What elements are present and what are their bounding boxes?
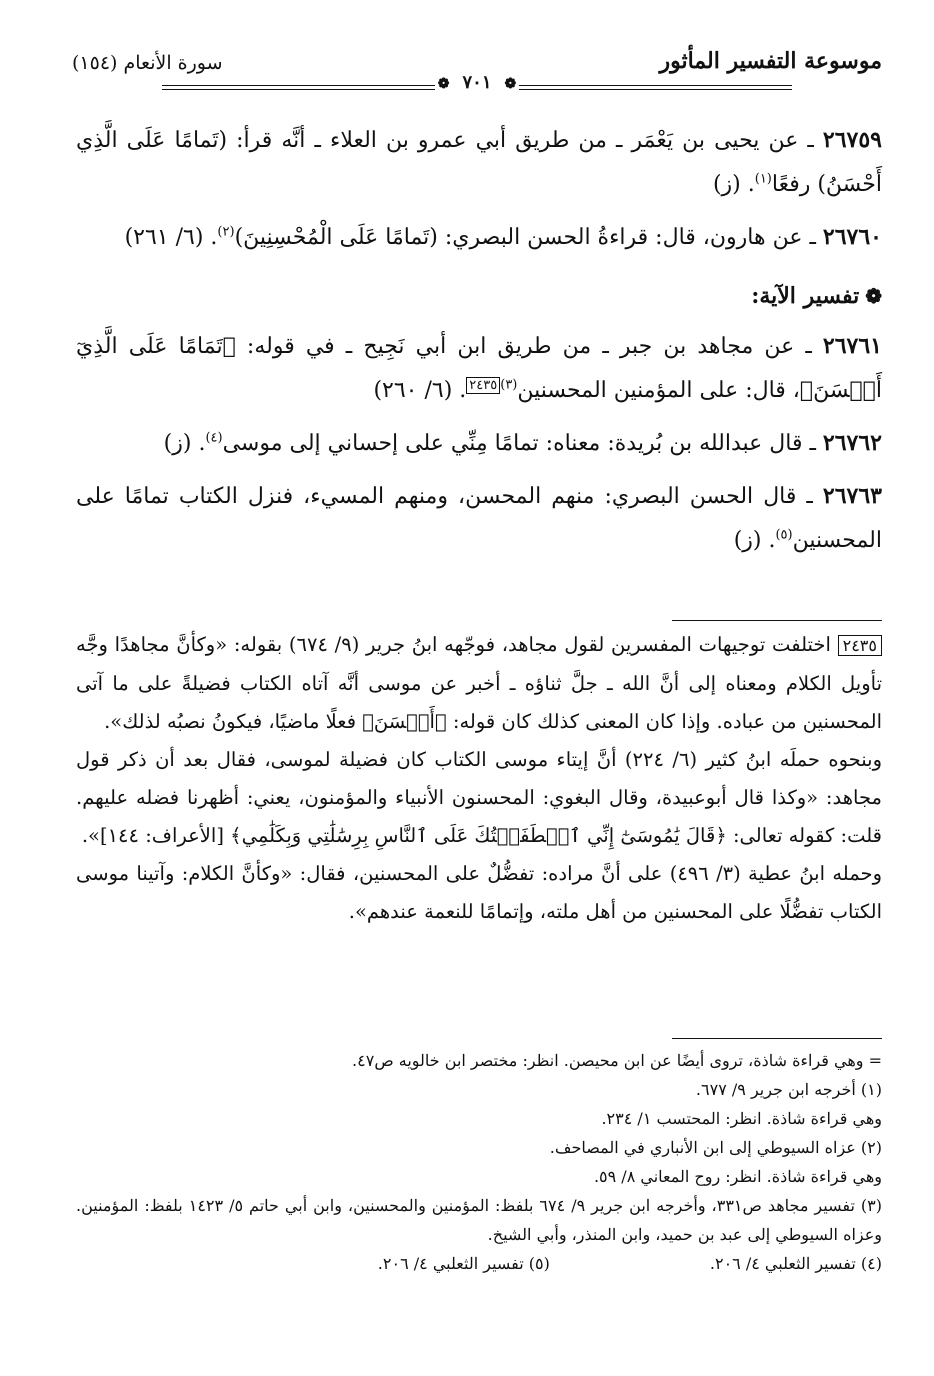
narration-text: ـ عن يحيى بن يَعْمَر ـ من طريق أبي عمرو بن العلاء ـ أنَّه قرأ: (تَمامًا عَلَى الَّذِي أَحْسَنُ) رفعًا [76,128,882,197]
footnote: (٢) عزاه السيوطي إلى ابن الأنباري في المصاحف. [549,1138,882,1157]
footnote: وهي قراءة شاذة. انظر: روح المعاني ٨/ ٥٩. [593,1167,882,1186]
narration-text: ـ قال الحسن البصري: منهم المحسن، ومنهم المسيء، فنزل الكتاب تمامًا على المحسنين [76,484,882,553]
surah-label: سورة الأنعام (١٥٤) [72,52,223,74]
footnote: (١) أخرجه ابن جرير ٩/ ٦٧٧. [695,1080,882,1099]
narration [76,118,882,207]
narration-text: ـ قال عبدالله بن بُريدة: معناه: تمامًا مِنِّي على إحساني إلى موسى [222,431,823,456]
footnote-marker: (٥) [775,527,793,543]
flower-icon: ❁ [865,284,882,308]
footnote-marker: (٣) [500,377,518,393]
narration [76,324,882,413]
narration-end: . (ز) [163,431,206,456]
narration-number: ٢٦٧٦٠ [822,224,882,250]
footnote-marker: (١) [754,171,772,187]
commentary-line [76,626,882,741]
section-title: تفسير الآية: [751,283,860,309]
narration-number: ٢٦٧٦٣ [822,483,882,509]
narration-end: . (ز) [712,172,755,197]
commentary-line: وحمله ابنُ عطية (٣/ ٤٩٦) على أنَّ مراده: تفضُّلٌ على المحسنين، فقال: «وكأنَّ الكلام: وآتينا موسى الكتاب تفضُّلًا على المحسنين من أهل ملته، وإتمامًا للنعمة عندهم». [76,862,882,923]
footnotes [76,1046,882,1278]
narration-end: . (٦/ ٢٦١) [124,225,218,250]
footnote: = وهي قراءة شاذة، تروى أيضًا عن ابن محيصن. انظر: مختصر ابن خالويه ص٤٧. [352,1051,882,1070]
commentary-line: وبنحوه حملَه ابنُ كثير (٦/ ٢٢٤) أنَّ إيتاء موسى الكتاب كان فضيلة لموسى، فقال بعد أن ذكر قول مجاهد: «وكذا قال أبوعبيدة، وقال البغوي: المحسنون الأنبياء والمؤمنون، يعني: أظهرنا فضله عليهم. قلت: كقوله تعالى: ﴿قَالَ يَٰمُوسَىٰٓ إِنِّي ٱصۡطَفَيۡتُكَ عَلَى ٱلنَّاسِ بِرِسَٰلَٰتِي وَبِكَلَٰمِي﴾ [الأعراف: ١٤٤]». [76,748,882,847]
footnote-marker: (٤) [205,430,223,446]
narration-number: ٢٦٧٥٩ [822,127,882,153]
commentary-number-box: ٢٤٣٥ [838,635,882,656]
footnote-marker: (٢) [217,224,235,240]
narration-end: . (٦/ ٢٦٠) [373,378,467,403]
page-number: ٧٠١ [452,72,501,93]
footnote: وهي قراءة شاذة. انظر: المحتسب ١/ ٢٣٤. [601,1109,882,1128]
narration-text: ـ عن مجاهد بن جبر ـ من طريق ابن أبي نَجِيح ـ في قوله: ﴿تَمَامًا عَلَى الَّذِيٓ أَحۡسَنَ﴾، قال: على المؤمنين المحسنين [76,334,882,403]
commentary-separator [672,620,882,621]
section-heading [76,278,882,314]
commentary-block [76,626,882,931]
narration-number: ٢٦٧٦١ [822,333,882,359]
book-title: موسوعة التفسير المأثور [659,48,882,74]
narration [76,421,882,466]
narration-text: ـ عن هارون، قال: قراءةُ الحسن البصري: (تَمامًا عَلَى الْمُحْسِنِينَ) [234,225,823,250]
commentary-ref-box: ٢٤٣٥ [466,377,500,394]
footnote: (٤) تفسير الثعلبي ٤/ ٢٠٦. [709,1254,882,1273]
footnote: (٥) تفسير الثعلبي ٤/ ٢٠٦. [377,1254,550,1273]
commentary-text: اختلفت توجيهات المفسرين لقول مجاهد، فوجّهه ابنُ جرير (٩/ ٦٧٤) بقوله: «وكأنَّ مجاهدًا وجَّه تأويل الكلام ومعناه إلى أنَّ الله ـ جلَّ ثناؤه ـ أخبر عن موسى أنَّه آتاه الكتاب فضيلةً على ما آتى المحسنين من عباده. وإذا كان المعنى كذلك كان قوله: ﴿أَحۡسَنَ﴾ فعلًا ماضيًا، فيكونُ نصبُه لذلك». [76,633,882,733]
footnote: (٣) تفسير مجاهد ص٣٣١، وأخرجه ابن جرير ٩/ ٦٧٤ بلفظ: المؤمنين والمحسنين، وابن أبي حاتم ٥/ ١٤٢٣ بلفظ: المؤمنين. وعزاه السيوطي إلى عبد بن حميد، وابن المنذر، وأبي الشيخ. [76,1196,882,1244]
ornament-icon: ❁ [435,76,453,92]
ornament-icon: ❁ [502,76,520,92]
narration-number: ٢٦٧٦٢ [822,430,882,456]
page-header [72,46,882,102]
main-text [76,118,882,571]
narration [76,215,882,260]
footnote-row [76,1249,882,1278]
footnotes-separator [672,1038,882,1039]
narration-end: . (ز) [733,528,776,553]
narration [76,474,882,563]
